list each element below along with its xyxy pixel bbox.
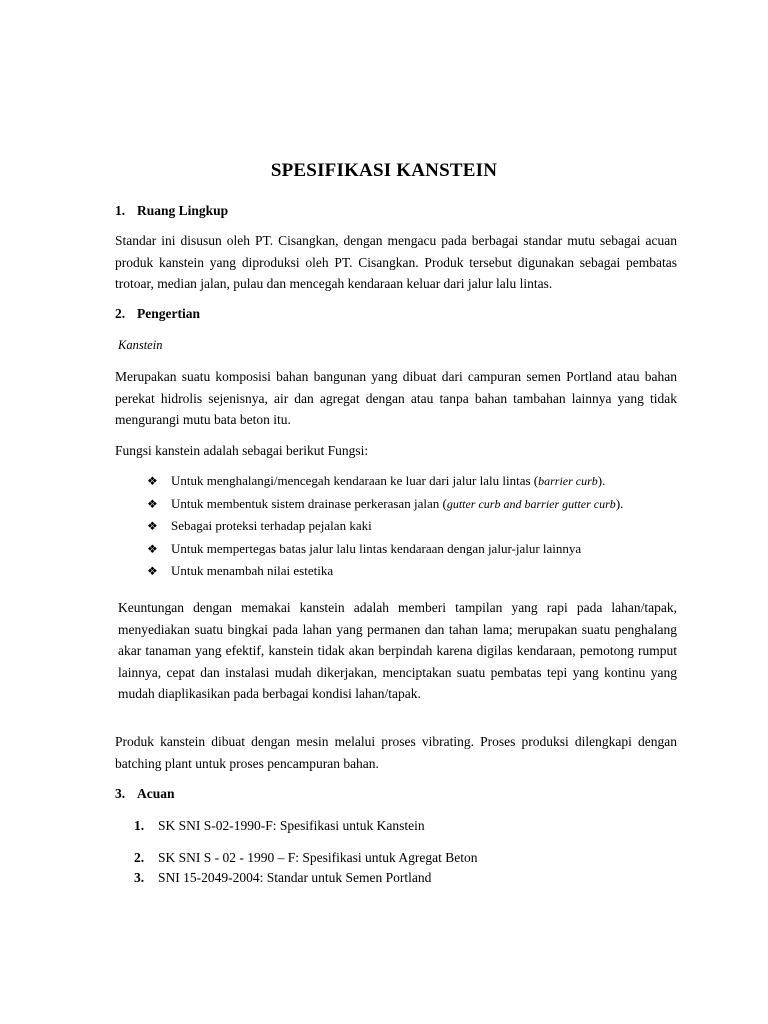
scope-paragraph: Standar ini disusun oleh PT. Cisangkan, dengan mengacu pada berbagai standar mutu sebagai acuan produk kanstein yang diproduksi oleh PT. Cisangkan. Produk tersebut digunakan sebagai pembatas trotoar, median jalan, pulau dan mencegah kendaraan keluar dari jalur lalu lintas.	[115, 233, 677, 291]
production-paragraph: Produk kanstein dibuat dengan mesin melalui proses vibrating. Proses produksi dilengkapi dengan batching plant untuk proses pencampuran bahan.	[115, 734, 677, 771]
list-item: ❖ Untuk membentuk sistem drainase perkerasan jalan (gutter curb and barrier gutter curb).	[147, 493, 623, 516]
reference-item: 3. SNI 15-2049-2004: Standar untuk Semen Portland	[134, 870, 432, 885]
term-label: Kanstein	[118, 338, 163, 352]
section-number: 2.	[115, 306, 126, 321]
document-title: SPESIFIKASI KANSTEIN	[270, 160, 498, 181]
diamond-bullet-icon: ❖	[147, 496, 158, 511]
list-item: ❖ Untuk mempertegas batas jalur lalu lintas kendaraan dengan jalur-jalur lainnya	[147, 538, 623, 561]
definition-paragraph: Merupakan suatu komposisi bahan bangunan yang dibuat dari campuran semen Portland atau bahan perekat hidrolis sejenisnya, air dan agregat dengan atau tanpa bahan tambahan lainnya yang tidak mengurangi mutu bata beton itu.	[115, 369, 677, 427]
section-title: Ruang Lingkup	[137, 203, 229, 218]
functions-list	[147, 470, 623, 583]
advantages-paragraph: Keuntungan dengan memakai kanstein adalah memberi tampilan yang rapi pada lahan/tapak, menyediakan suatu bingkai pada lahan yang permanen dan tahan lama; merupakan suatu penghalang akar tanaman yang efektif, kanstein tidak akan berpindah karena digilas kendaraan, pemotong rumput lainnya, cepat dan instalasi mudah dikerjakan, menciptakan suatu pembatas tepi yang kontinu yang mudah diaplikasikan pada berbagai kondisi lahan/tapak.	[118, 600, 677, 701]
section-heading-ruang-lingkup	[115, 203, 228, 219]
section-number: 3.	[115, 786, 126, 801]
section-title: Acuan	[137, 786, 175, 801]
list-item: ❖ Untuk menambah nilai estetika	[147, 560, 623, 583]
diamond-bullet-icon: ❖	[147, 564, 158, 578]
list-item: ❖ Untuk menghalangi/mencegah kendaraan ke luar dari jalur lalu lintas (barrier curb).	[147, 470, 623, 493]
functions-intro: Fungsi kanstein adalah sebagai berikut Fungsi:	[115, 443, 369, 458]
reference-item: 1. SK SNI S-02-1990-F: Spesifikasi untuk Kanstein	[134, 818, 425, 833]
section-title: Pengertian	[137, 306, 200, 321]
section-heading-acuan	[115, 786, 175, 802]
reference-item: 2. SK SNI S - 02 - 1990 – F: Spesifikasi untuk Agregat Beton	[134, 850, 478, 865]
diamond-bullet-icon: ❖	[147, 541, 158, 556]
section-number: 1.	[115, 203, 126, 218]
diamond-bullet-icon: ❖	[147, 474, 158, 488]
diamond-bullet-icon: ❖	[147, 519, 158, 533]
section-heading-pengertian	[115, 306, 200, 322]
list-item: ❖ Sebagai proteksi terhadap pejalan kaki	[147, 515, 623, 538]
